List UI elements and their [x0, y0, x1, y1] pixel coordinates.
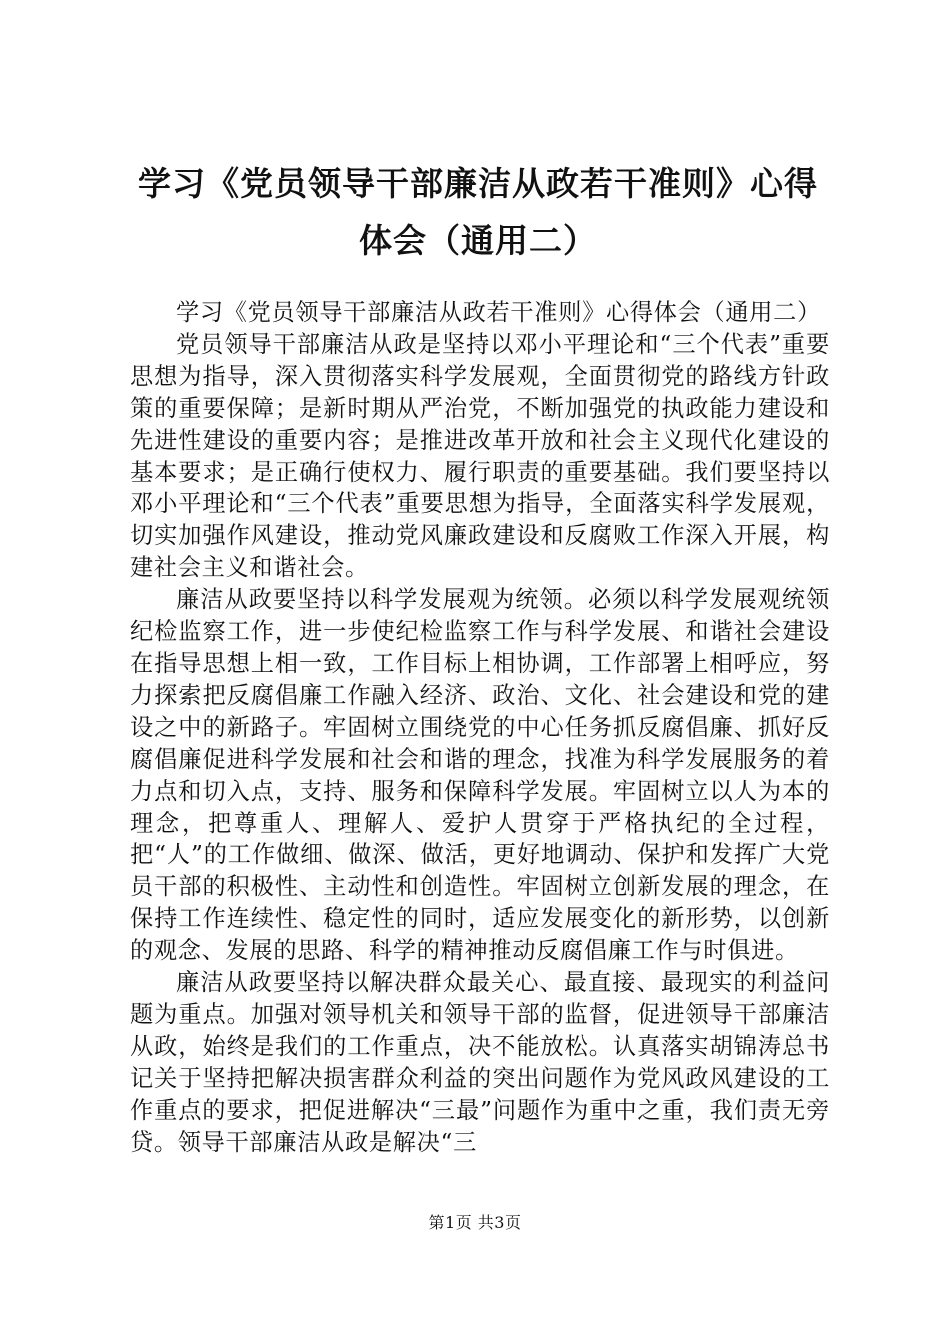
- paragraph: 党员领导干部廉洁从政是坚持以邓小平理论和“三个代表”重要思想为指导，深入贯彻落实科学发展观，全面贯彻党的路线方针政策的重要保障；是新时期从严治党，不断加强党的执政能力建设和先进性建设的重要内容；是推进改革开放和社会主义现代化建设的基本要求；是正确行使权力、履行职责的重要基础。我们要坚持以邓小平理论和“三个代表”重要思想为指导，全面落实科学发展观，切实加强作风建设，推动党风廉政建设和反腐败工作深入开展，构建社会主义和谐社会。: [130, 330, 830, 582]
- paragraph: 廉洁从政要坚持以解决群众最关心、最直接、最现实的利益问题为重点。加强对领导机关和领导干部的监督，促进领导干部廉洁从政，始终是我们的工作重点，决不能放松。认真落实胡锦涛总书记关于坚持把解决损害群众利益的突出问题作为党风政风建设的工作重点的要求，把促进解决“三最”问题作为重中之重，我们责无旁贷。领导干部廉洁从政是解决“三: [130, 969, 830, 1156]
- document-body: [130, 297, 830, 1158]
- document-title-line-2: 体会（通用二）: [359, 221, 597, 260]
- page-footer: 第1页 共3页: [428, 1213, 522, 1232]
- paragraph: 廉洁从政要坚持以科学发展观为统领。必须以科学发展观统领纪检监察工作，进一步使纪检监察工作与科学发展、和谐社会建设在指导思想上相一致，工作目标上相协调，工作部署上相呼应，努力探索把反腐倡廉工作融入经济、政治、文化、社会建设和党的建设之中的新路子。牢固树立围绕党的中心任务抓反腐倡廉、抓好反腐倡廉促进科学发展和社会和谐的理念，找准为科学发展服务的着力点和切入点，支持、服务和保障科学发展。牢固树立以人为本的理念，把尊重人、理解人、爱护人贯穿于严格执纪的全过程，把“人”的工作做细、做深、做活，更好地调动、保护和发挥广大党员干部的积极性、主动性和创造性。牢固树立创新发展的理念，在保持工作连续性、稳定性的同时，适应发展变化的新形势，以创新的观念、发展的思路、科学的精神推动反腐倡廉工作与时俱进。: [130, 586, 830, 965]
- document-title-line-1: 学习《党员领导干部廉洁从政若干准则》心得: [138, 164, 818, 203]
- paragraph-subtitle: 学习《党员领导干部廉洁从政若干准则》心得体会（通用二）: [176, 299, 821, 326]
